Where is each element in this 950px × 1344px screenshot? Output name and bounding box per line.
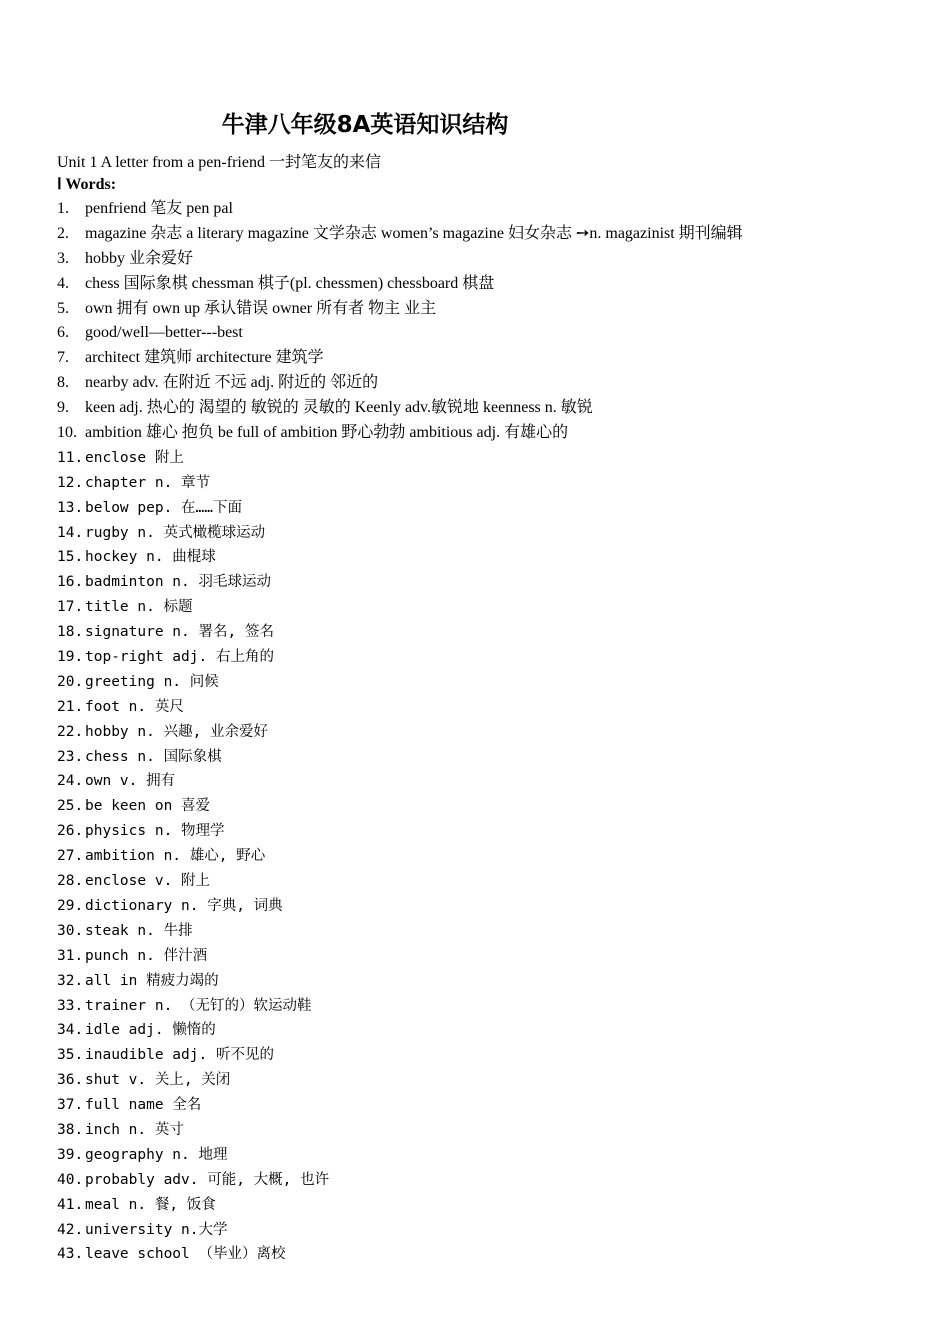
list-item bbox=[57, 1242, 937, 1267]
list-item bbox=[57, 197, 937, 222]
item-number: 17. bbox=[57, 599, 84, 616]
item-text: university n.大学 bbox=[85, 1221, 228, 1238]
item-text: chapter n. 章节 bbox=[85, 474, 211, 491]
list-item bbox=[57, 869, 937, 894]
item-number: 38. bbox=[57, 1121, 84, 1138]
item-text: leave school （毕业）离校 bbox=[85, 1246, 286, 1263]
item-number: 23. bbox=[57, 748, 84, 765]
item-number: 40. bbox=[57, 1171, 84, 1188]
list-item bbox=[57, 844, 937, 869]
item-text: hobby 业余爱好 bbox=[85, 249, 194, 267]
item-text: inch n. 英寸 bbox=[85, 1121, 184, 1138]
list-item bbox=[57, 321, 937, 346]
item-number: 16. bbox=[57, 574, 84, 591]
item-text: shut v. 关上, 关闭 bbox=[85, 1072, 231, 1089]
list-item bbox=[57, 471, 937, 496]
item-number: 8. bbox=[57, 374, 69, 392]
list-item bbox=[57, 919, 937, 944]
list-item bbox=[57, 1068, 937, 1093]
item-text: dictionary n. 字典, 词典 bbox=[85, 897, 283, 914]
item-text: probably adv. 可能, 大概, 也许 bbox=[85, 1171, 330, 1188]
list-item bbox=[57, 1168, 937, 1193]
list-item bbox=[57, 944, 937, 969]
item-number: 33. bbox=[57, 997, 84, 1014]
unit-heading: Unit 1 A letter from a pen-friend 一封笔友的来信 bbox=[57, 154, 381, 171]
item-text: all in 精疲力竭的 bbox=[85, 972, 219, 989]
item-number: 41. bbox=[57, 1196, 84, 1213]
list-item bbox=[57, 769, 937, 794]
list-item bbox=[57, 969, 937, 994]
item-text: badminton n. 羽毛球运动 bbox=[85, 574, 271, 591]
item-number: 43. bbox=[57, 1246, 84, 1263]
item-text: own 拥有 own up 承认错误 owner 所有者 物主 业主 bbox=[85, 299, 437, 317]
list-item bbox=[57, 272, 937, 297]
item-number: 20. bbox=[57, 673, 84, 690]
item-number: 37. bbox=[57, 1097, 84, 1114]
list-item bbox=[57, 720, 937, 745]
item-text: steak n. 牛排 bbox=[85, 922, 193, 939]
item-text: greeting n. 问候 bbox=[85, 673, 219, 690]
list-item bbox=[57, 446, 937, 471]
item-number: 34. bbox=[57, 1022, 84, 1039]
item-text: punch n. 伴汁酒 bbox=[85, 947, 208, 964]
item-text: meal n. 餐, 饭食 bbox=[85, 1196, 216, 1213]
document-title: 牛津八年级8A英语知识结构 bbox=[221, 112, 509, 138]
item-text: enclose v. 附上 bbox=[85, 873, 211, 890]
list-item bbox=[57, 396, 937, 421]
item-text: be keen on 喜爱 bbox=[85, 798, 211, 815]
list-item bbox=[57, 496, 937, 521]
list-item bbox=[57, 297, 937, 322]
list-item bbox=[57, 1043, 937, 1068]
item-number: 30. bbox=[57, 922, 84, 939]
item-number: 21. bbox=[57, 698, 84, 715]
list-item bbox=[57, 670, 937, 695]
item-number: 3. bbox=[57, 249, 69, 267]
item-number: 12. bbox=[57, 474, 84, 491]
list-item bbox=[57, 994, 937, 1019]
item-number: 13. bbox=[57, 499, 84, 516]
item-number: 24. bbox=[57, 773, 84, 790]
item-number: 36. bbox=[57, 1072, 84, 1089]
item-number: 25. bbox=[57, 798, 84, 815]
item-text: chess 国际象棋 chessman 棋子(pl. chessmen) chessboard 棋盘 bbox=[85, 274, 495, 292]
item-number: 9. bbox=[57, 399, 69, 417]
item-number: 14. bbox=[57, 524, 84, 541]
item-number: 11. bbox=[57, 449, 84, 466]
item-text: keen adj. 热心的 渴望的 敏锐的 灵敏的 Keenly adv.敏锐地 keenness n. 敏锐 bbox=[85, 399, 593, 417]
item-text: foot n. 英尺 bbox=[85, 698, 184, 715]
list-item bbox=[57, 620, 937, 645]
item-number: 5. bbox=[57, 299, 69, 317]
item-number: 32. bbox=[57, 972, 84, 989]
item-number: 27. bbox=[57, 848, 84, 865]
item-text: chess n. 国际象棋 bbox=[85, 748, 222, 765]
list-item bbox=[57, 1093, 937, 1118]
item-number: 2. bbox=[57, 224, 69, 242]
list-item bbox=[57, 1218, 937, 1243]
item-text: rugby n. 英式橄榄球运动 bbox=[85, 524, 266, 541]
item-number: 19. bbox=[57, 649, 84, 666]
list-item bbox=[57, 645, 937, 670]
item-number: 31. bbox=[57, 947, 84, 964]
item-number: 29. bbox=[57, 897, 84, 914]
item-number: 6. bbox=[57, 324, 69, 342]
item-text: magazine 杂志 a literary magazine 文学杂志 women’s magazine 妇女杂志 ➙n. magazinist 期刊编辑 bbox=[85, 224, 743, 242]
item-text: hobby n. 兴趣, 业余爱好 bbox=[85, 723, 269, 740]
item-number: 15. bbox=[57, 549, 84, 566]
list-item bbox=[57, 1018, 937, 1043]
item-number: 22. bbox=[57, 723, 84, 740]
item-number: 7. bbox=[57, 349, 69, 367]
item-number: 39. bbox=[57, 1146, 84, 1163]
item-text: top-right adj. 右上角的 bbox=[85, 649, 274, 666]
item-number: 35. bbox=[57, 1047, 84, 1064]
word-list bbox=[57, 197, 937, 1267]
list-item bbox=[57, 1193, 937, 1218]
item-text: inaudible adj. 听不见的 bbox=[85, 1047, 274, 1064]
list-item bbox=[57, 570, 937, 595]
item-text: title n. 标题 bbox=[85, 599, 193, 616]
item-number: 4. bbox=[57, 274, 69, 292]
item-text: architect 建筑师 architecture 建筑学 bbox=[85, 349, 324, 367]
list-item bbox=[57, 819, 937, 844]
list-item bbox=[57, 421, 937, 446]
list-item bbox=[57, 222, 937, 247]
item-text: hockey n. 曲棍球 bbox=[85, 549, 216, 566]
list-item bbox=[57, 545, 937, 570]
item-number: 42. bbox=[57, 1221, 84, 1238]
item-text: nearby adv. 在附近 不远 adj. 附近的 邻近的 bbox=[85, 374, 379, 392]
item-text: idle adj. 懒惰的 bbox=[85, 1022, 216, 1039]
section-heading-words: Ⅰ Words: bbox=[57, 176, 117, 193]
list-item bbox=[57, 521, 937, 546]
list-item bbox=[57, 371, 937, 396]
item-number: 26. bbox=[57, 823, 84, 840]
list-item bbox=[57, 695, 937, 720]
item-text: ambition n. 雄心, 野心 bbox=[85, 848, 266, 865]
item-number: 1. bbox=[57, 200, 69, 217]
item-number: 10. bbox=[57, 424, 77, 442]
item-text: own v. 拥有 bbox=[85, 773, 176, 790]
item-number: 18. bbox=[57, 624, 84, 641]
list-item bbox=[57, 1118, 937, 1143]
item-text: full name 全名 bbox=[85, 1097, 202, 1114]
item-number: 28. bbox=[57, 873, 84, 890]
list-item bbox=[57, 894, 937, 919]
list-item bbox=[57, 595, 937, 620]
item-text: trainer n. （无钉的）软运动鞋 bbox=[85, 997, 312, 1014]
item-text: enclose 附上 bbox=[85, 449, 184, 466]
item-text: penfriend 笔友 pen pal bbox=[85, 200, 233, 217]
item-text: good/well—better---best bbox=[85, 324, 243, 342]
item-text: geography n. 地理 bbox=[85, 1146, 228, 1163]
item-text: signature n. 署名, 签名 bbox=[85, 624, 274, 641]
item-text: physics n. 物理学 bbox=[85, 823, 225, 840]
item-text: below pep. 在……下面 bbox=[85, 499, 242, 516]
list-item bbox=[57, 1143, 937, 1168]
list-item bbox=[57, 247, 937, 272]
list-item bbox=[57, 794, 937, 819]
list-item bbox=[57, 346, 937, 371]
item-text: ambition 雄心 抱负 be full of ambition 野心勃勃 ambitious adj. 有雄心的 bbox=[85, 424, 569, 442]
list-item bbox=[57, 745, 937, 770]
